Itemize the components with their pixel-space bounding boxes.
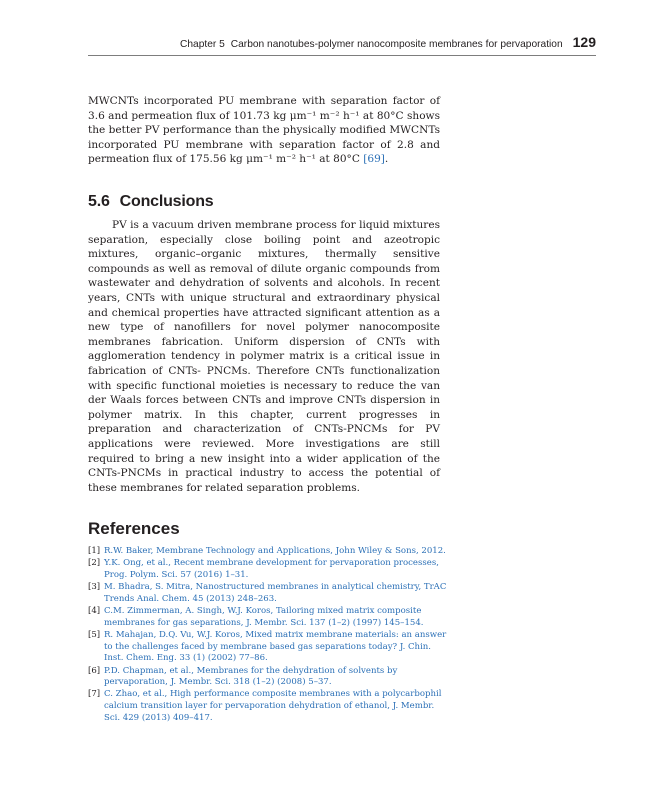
references-heading: References [88, 519, 180, 538]
running-title [180, 39, 563, 50]
reference-item [88, 689, 448, 724]
reference-number: [1] [88, 546, 101, 556]
intro-paragraph-end: . [384, 153, 389, 166]
reference-number: [2] [88, 558, 101, 569]
reference-link[interactable]: P.D. Chapman, et al., Membranes for the dehydration of solvents by pervaporation, J. Membr. Sci. 318 (1–2) (2008) 5–37. [104, 665, 398, 688]
reference-list [88, 546, 448, 725]
reference-link[interactable]: R. Mahajan, D.Q. Vu, W.J. Koros, Mixed matrix membrane materials: an answer to the challenges faced by membrane based gas separations today? J. Chin. Inst. Chem. Eng. 33 (1) (2002) 77–86. [104, 629, 447, 664]
reference-link[interactable]: Y.K. Ong, et al., Recent membrane development for pervaporation processes, Prog. Polym. Sci. 57 (2016) 1–31. [104, 558, 439, 580]
section-number: 5.6 [88, 193, 110, 210]
reference-number: [7] [88, 689, 101, 700]
reference-number: [4] [88, 606, 101, 617]
section-heading [88, 193, 213, 211]
reference-item [88, 666, 448, 689]
reference-item [88, 606, 448, 629]
page-number: 129 [572, 34, 596, 50]
reference-item [88, 582, 448, 605]
reference-link[interactable]: C. Zhao, et al., High performance composite membranes with a polycarbophil calcium transition layer for pervaporation dehydration of ethanol, J. Membr. Sci. 429 (2013) 409–417. [104, 689, 442, 723]
conclusions-paragraph: PV is a vacuum driven membrane process for liquid mixtures separation, especially close boiling point and azeotropic mixtures, organic–organic mixtures, thermally sensitive compounds as well as removal of dilute organic compounds from wastewater and dehydration of solvents and alcohols. In recent years, CNTs with unique structural and extraordinary physical and chemical properties have attracted significant attention as a new type of nanofillers for novel polymer nanocomposite membranes fabrication. Uniform dispersion of CNTs with agglomeration tendency in polymer matrix is a critical issue in fabrication of CNTs- PNCMs. Therefore CNTs functionalization with specific functional moieties is necessary to reduce the van der Waals forces between CNTs and improve CNTs dispersion in polymer matrix. In this chapter, current progresses in preparation and characterization of CNTs-PNCMs for PV applications were reviewed. More investigations are still required to bring a new insight into a wider application of the CNTs-PNCMs in practical industry to access the potential of these membranes for related separation problems. [88, 219, 440, 494]
reference-link[interactable]: R.W. Baker, Membrane Technology and Applications, John Wiley & Sons, 2012. [104, 546, 446, 556]
chapter-title: Carbon nanotubes-polymer nanocomposite membranes for pervaporation [230, 39, 563, 50]
reference-link[interactable]: C.M. Zimmerman, A. Singh, W.J. Koros, Tailoring mixed matrix composite membranes for gas separations, J. Membr. Sci. 137 (1–2) (1997) 145–154. [104, 606, 424, 628]
reference-link[interactable]: M. Bhadra, S. Mitra, Nanostructured membranes in analytical chemistry, TrAC Trends Anal. Chem. 45 (2013) 248–263. [104, 582, 447, 604]
section-title: Conclusions [119, 193, 214, 210]
reference-number: [3] [88, 582, 101, 593]
reference-number: [5] [88, 629, 101, 640]
reference-item [88, 630, 448, 665]
chapter-label: Chapter 5 [180, 39, 225, 50]
intro-paragraph [88, 94, 440, 167]
reference-number: [6] [88, 665, 101, 676]
header-rule [88, 55, 596, 56]
reference-item [88, 546, 448, 558]
citation-link-69[interactable]: [69] [363, 153, 385, 166]
intro-paragraph-text: MWCNTs incorporated PU membrane with separation factor of 3.6 and permeation flux of 101.73 kg μm⁻¹ m⁻² h⁻¹ at 80°C shows the better PV performance than the physically modified MWCNTs incorporated PU membrane with separation factor of 2.8 and permeation flux of 175.56 kg μm⁻¹ m⁻² h⁻¹ at 80°C [88, 95, 440, 166]
running-header [88, 34, 596, 50]
reference-item [88, 558, 448, 581]
